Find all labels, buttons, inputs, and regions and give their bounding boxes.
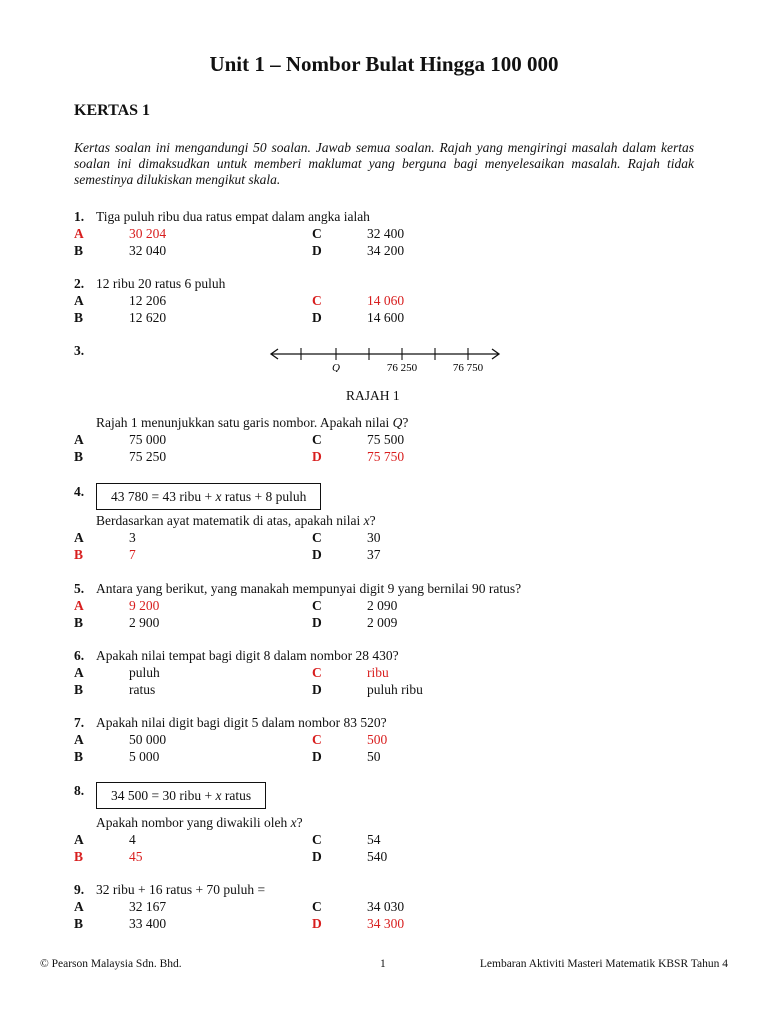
option-letter: A	[74, 432, 84, 447]
option-letter: D	[312, 449, 322, 464]
question-text: Apakah nombor yang diwakili oleh x?	[96, 815, 303, 830]
option-letter: D	[312, 849, 322, 864]
option-letter: C	[312, 226, 322, 241]
option-letter: B	[74, 916, 84, 931]
option-value: 30	[367, 530, 381, 545]
option-value: 37	[367, 547, 381, 562]
question-2	[74, 275, 694, 326]
option-letter: B	[74, 310, 84, 325]
option-letter: B	[74, 849, 84, 864]
equation-box: 34 500 = 30 ribu + x ratus	[96, 782, 266, 809]
footer-book-title: Lembaran Aktiviti Masteri Matematik KBSR Tahun 4	[479, 958, 728, 970]
option-letter: C	[312, 432, 322, 447]
option-value: ribu	[367, 665, 389, 680]
question-3-body	[74, 414, 694, 465]
option-value: 12 206	[129, 293, 167, 308]
option-value: ratus	[129, 682, 156, 697]
option-value: 500	[367, 732, 388, 747]
option-value: 32 040	[129, 243, 167, 258]
option-value: 7	[129, 547, 136, 562]
question-number: 4.	[74, 484, 85, 499]
tick-label-q: Q	[332, 362, 340, 372]
question-5	[74, 580, 694, 631]
option-value: 30 204	[129, 226, 167, 241]
option-letter: B	[74, 749, 84, 764]
option-letter: C	[312, 530, 322, 545]
option-letter: C	[312, 732, 322, 747]
option-letter: B	[74, 682, 84, 697]
option-value: 75 750	[367, 449, 405, 464]
option-letter: C	[312, 832, 322, 847]
option-letter: B	[74, 449, 84, 464]
option-value: 75 000	[129, 432, 167, 447]
question-text: Apakah nilai tempat bagi digit 8 dalam nombor 28 430?	[96, 648, 399, 663]
question-text: Antara yang berikut, yang manakah mempunyai digit 9 yang bernilai 90 ratus?	[96, 581, 522, 596]
option-value: 9 200	[129, 598, 160, 613]
option-value: 54	[367, 832, 381, 847]
question-6	[74, 647, 694, 698]
option-letter: D	[312, 682, 322, 697]
question-number: 5.	[74, 581, 85, 596]
option-value: 2 009	[367, 615, 398, 630]
option-value: 34 030	[367, 899, 405, 914]
option-letter: A	[74, 598, 84, 613]
option-letter: B	[74, 615, 84, 630]
option-value: 3	[129, 530, 136, 545]
option-letter: A	[74, 530, 84, 545]
question-text: Tiga puluh ribu dua ratus empat dalam angka ialah	[96, 209, 370, 224]
option-letter: A	[74, 665, 84, 680]
option-value: 2 090	[367, 598, 398, 613]
option-letter: D	[312, 916, 322, 931]
option-letter: B	[74, 243, 84, 258]
equation-box: 43 780 = 43 ribu + x ratus + 8 puluh	[96, 483, 321, 510]
footer-copyright: © Pearson Malaysia Sdn. Bhd.	[40, 958, 182, 970]
option-letter: D	[312, 310, 322, 325]
option-letter: A	[74, 732, 84, 747]
option-value: 14 060	[367, 293, 405, 308]
question-text: Berdasarkan ayat matematik di atas, apakah nilai x?	[96, 513, 376, 528]
number-line-figure	[268, 342, 502, 372]
option-value: 12 620	[129, 310, 167, 325]
tick-label: 76 750	[452, 362, 484, 372]
option-letter: A	[74, 832, 84, 847]
option-value: 75 250	[129, 449, 167, 464]
page-number: 1	[380, 958, 386, 970]
tick-label: 76 250	[386, 362, 418, 372]
option-value: puluh	[129, 665, 160, 680]
option-letter: D	[312, 547, 322, 562]
option-value: 34 200	[367, 243, 405, 258]
instructions: Kertas soalan ini mengandungi 50 soalan. Jawab semua soalan. Rajah yang mengiringi masalah dalam kertas soalan ini dimaksudkan untuk memberi maklumat yang berguna bagi menyelesaikan masalah. Rajah tidak semestinya dilukiskan mengikut skala.	[74, 140, 694, 187]
question-number: 3.	[74, 343, 85, 358]
option-value: puluh ribu	[367, 682, 423, 697]
question-text: Apakah nilai digit bagi digit 5 dalam nombor 83 520?	[96, 715, 387, 730]
option-letter: C	[312, 899, 322, 914]
option-value: 4	[129, 832, 136, 847]
question-number: 9.	[74, 882, 85, 897]
page-title: Unit 1 – Nombor Bulat Hingga 100 000	[209, 52, 559, 76]
option-letter: C	[312, 598, 322, 613]
option-value: 32 167	[129, 899, 167, 914]
option-value: 32 400	[367, 226, 405, 241]
question-text: 12 ribu 20 ratus 6 puluh	[96, 276, 226, 291]
option-value: 45	[129, 849, 143, 864]
question-9	[74, 881, 694, 932]
option-value: 50	[367, 749, 381, 764]
option-value: 34 300	[367, 916, 405, 931]
option-value: 5 000	[129, 749, 160, 764]
question-text: 32 ribu + 16 ratus + 70 puluh =	[96, 882, 266, 897]
option-letter: A	[74, 899, 84, 914]
option-letter: D	[312, 749, 322, 764]
option-value: 14 600	[367, 310, 405, 325]
option-letter: A	[74, 293, 84, 308]
question-7	[74, 714, 694, 765]
option-letter: A	[74, 226, 84, 241]
option-letter: C	[312, 293, 322, 308]
question-8-body	[74, 814, 694, 865]
question-4	[74, 483, 694, 510]
option-letter: D	[312, 243, 322, 258]
question-1	[74, 208, 694, 259]
question-number: 8.	[74, 783, 85, 798]
figure-caption: RAJAH 1	[346, 388, 400, 403]
question-number: 2.	[74, 276, 85, 291]
option-value: 2 900	[129, 615, 160, 630]
question-number: 7.	[74, 715, 85, 730]
question-number: 1.	[74, 209, 85, 224]
question-4-body	[74, 512, 694, 563]
question-8	[74, 782, 694, 809]
question-text: Rajah 1 menunjukkan satu garis nombor. Apakah nilai Q?	[96, 415, 409, 430]
option-letter: D	[312, 615, 322, 630]
option-letter: C	[312, 665, 322, 680]
section-heading: KERTAS 1	[74, 102, 151, 119]
option-value: 75 500	[367, 432, 405, 447]
question-number: 6.	[74, 648, 85, 663]
option-letter: B	[74, 547, 84, 562]
option-value: 50 000	[129, 732, 167, 747]
option-value: 33 400	[129, 916, 167, 931]
option-value: 540	[367, 849, 388, 864]
